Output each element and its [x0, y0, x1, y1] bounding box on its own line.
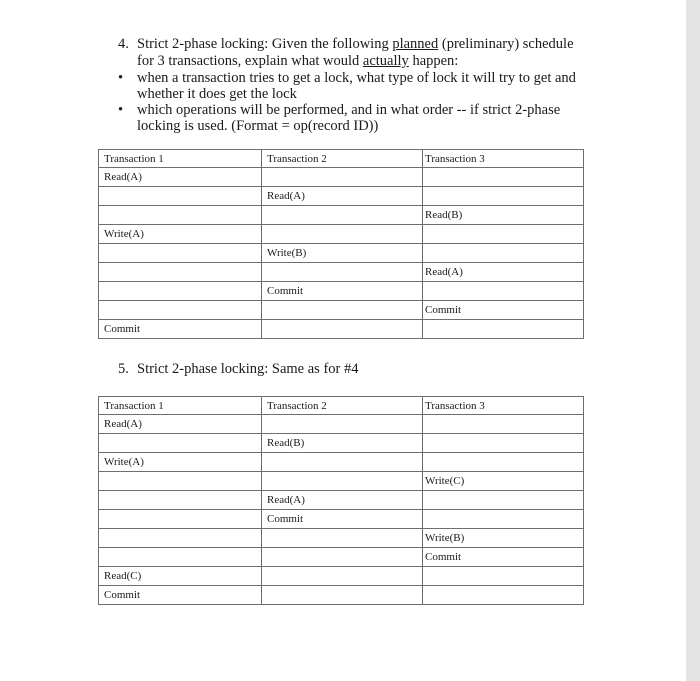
- table-cell: [99, 510, 262, 529]
- table-cell: [423, 168, 584, 187]
- table-cell: [262, 263, 423, 282]
- table-row: [99, 529, 584, 548]
- table-row: [99, 415, 584, 434]
- table-row: [99, 491, 584, 510]
- table-cell: [99, 263, 262, 282]
- table-cell: Commit: [99, 586, 262, 605]
- table-cell: [423, 434, 584, 453]
- table-cell: [99, 282, 262, 301]
- table-row: [99, 453, 584, 472]
- table-cell: [99, 244, 262, 263]
- table-cell: [99, 491, 262, 510]
- table-cell: [423, 415, 584, 434]
- table-row: [99, 586, 584, 605]
- table-row: [99, 301, 584, 320]
- table-cell: [262, 453, 423, 472]
- table-cell: [423, 225, 584, 244]
- table-cell: Commit: [262, 510, 423, 529]
- schedule-table-q5: [98, 396, 584, 605]
- question-5-number: 5.: [118, 361, 129, 377]
- table-cell: Commit: [423, 301, 584, 320]
- table-row: [99, 472, 584, 491]
- table-row: [99, 320, 584, 339]
- table-cell: Read(A): [262, 491, 423, 510]
- q4-title-part1: Strict 2-phase locking: Given the following: [137, 36, 393, 52]
- table-row: [99, 225, 584, 244]
- table-row: [99, 168, 584, 187]
- column-header: Transaction 2: [262, 150, 423, 168]
- table-row: [99, 548, 584, 567]
- table-cell: [262, 415, 423, 434]
- column-header: Transaction 3: [423, 397, 584, 415]
- table-cell: [99, 472, 262, 491]
- bullet-item: • which operations will be performed, and in what order -- if strict 2-phase locking is used. (Format = op(record ID)): [118, 102, 588, 134]
- column-header: Transaction 2: [262, 397, 423, 415]
- table-cell: [262, 225, 423, 244]
- question-4-number: 4.: [118, 36, 129, 52]
- table-cell: Commit: [262, 282, 423, 301]
- schedule-table-q4: [98, 149, 584, 339]
- table-cell: [423, 244, 584, 263]
- table-cell: Read(A): [262, 187, 423, 206]
- question-4-bullets: [118, 70, 588, 134]
- table-cell: [99, 529, 262, 548]
- table-cell: Write(C): [423, 472, 584, 491]
- table-cell: [262, 472, 423, 491]
- table-cell: Write(B): [262, 244, 423, 263]
- table-header-row: [99, 397, 584, 415]
- table-row: [99, 510, 584, 529]
- table-cell: [99, 548, 262, 567]
- table-row: [99, 263, 584, 282]
- table-row: [99, 282, 584, 301]
- table-cell: Write(A): [99, 453, 262, 472]
- q4-title-part2: (preliminary) schedule for 3 transactions, explain what would: [137, 36, 574, 69]
- table-cell: [262, 529, 423, 548]
- q4-title-part3: happen:: [408, 53, 459, 69]
- q4-title-underline-planned: planned: [392, 36, 439, 52]
- table-cell: Read(C): [99, 567, 262, 586]
- column-header: Transaction 1: [99, 397, 262, 415]
- table-cell: Read(A): [99, 415, 262, 434]
- table-cell: Read(B): [262, 434, 423, 453]
- table-header-row: [99, 150, 584, 168]
- question-5-title: [118, 361, 358, 378]
- table-row: [99, 244, 584, 263]
- table-cell: [99, 206, 262, 225]
- table-cell: [423, 510, 584, 529]
- page-edge-shadow: [686, 0, 700, 681]
- table-cell: [262, 586, 423, 605]
- table-cell: [99, 301, 262, 320]
- table-cell: [262, 567, 423, 586]
- table-cell: [423, 491, 584, 510]
- table-row: [99, 206, 584, 225]
- table-cell: [423, 567, 584, 586]
- table-row: [99, 434, 584, 453]
- table-cell: [262, 548, 423, 567]
- q4-title-underline-actually: actually: [362, 53, 409, 69]
- table-cell: Read(A): [99, 168, 262, 187]
- column-header: Transaction 3: [423, 150, 584, 168]
- table-row: [99, 187, 584, 206]
- table-cell: [423, 453, 584, 472]
- table-cell: [423, 187, 584, 206]
- table-cell: [262, 320, 423, 339]
- table-cell: [423, 320, 584, 339]
- table-cell: [262, 206, 423, 225]
- table-cell: [262, 301, 423, 320]
- table-cell: Read(B): [423, 206, 584, 225]
- table-cell: Write(A): [99, 225, 262, 244]
- column-header: Transaction 1: [99, 150, 262, 168]
- table-cell: Commit: [423, 548, 584, 567]
- table-cell: Read(A): [423, 263, 584, 282]
- table-cell: Write(B): [423, 529, 584, 548]
- table-cell: [99, 187, 262, 206]
- table-cell: [423, 282, 584, 301]
- question-5-text: Strict 2-phase locking: Same as for #4: [137, 361, 359, 377]
- table-cell: [99, 434, 262, 453]
- table-cell: [262, 168, 423, 187]
- bullet-item: • when a transaction tries to get a lock, what type of lock it will try to get and whether it does get the lock: [118, 70, 588, 102]
- table-row: [99, 567, 584, 586]
- table-cell: [423, 586, 584, 605]
- question-4-title: [118, 36, 588, 70]
- table-cell: Commit: [99, 320, 262, 339]
